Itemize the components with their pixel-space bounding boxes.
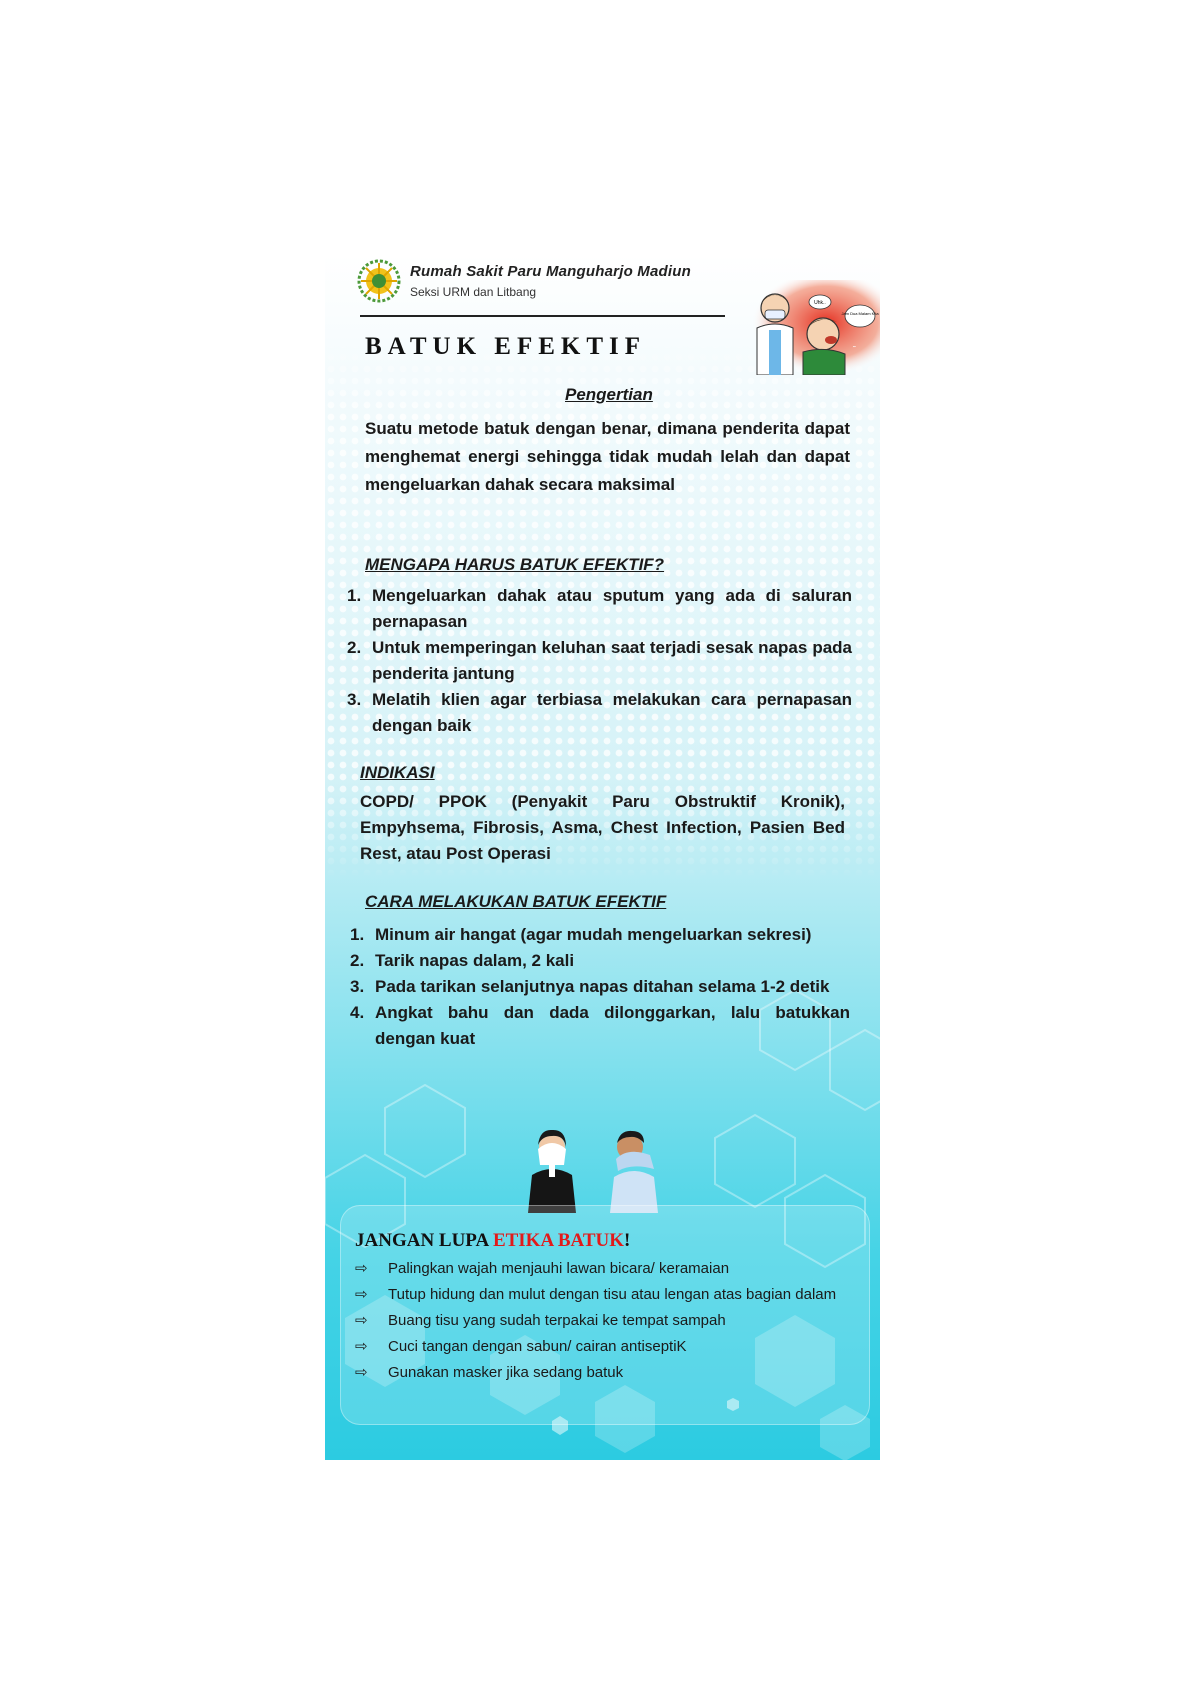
etika-heading: JANGAN LUPA ETIKA BATUK! [355,1230,631,1251]
indikasi-heading: INDIKASI [360,763,435,782]
arrow-icon: ⇨ [355,1338,368,1355]
poster [325,255,880,1460]
cara-list [350,922,850,1052]
pengertian-heading: Pengertian [565,385,653,404]
coughing-doctor-illustration [745,280,880,375]
list-item: ⇨ Palingkan wajah menjauhi lawan bicara/ keramaian [355,1260,730,1277]
hospital-name: Rumah Sakit Paru Manguharjo Madiun [410,263,691,280]
list-item: ⇨ Gunakan masker jika sedang batuk [355,1364,624,1381]
mengapa-heading: MENGAPA HARUS BATUK EFEKTIF? [365,555,665,574]
header-divider [360,315,725,317]
mengapa-list [347,583,852,739]
arrow-icon: ⇨ [355,1260,368,1277]
list-item: ⇨ Tutup hidung dan mulut dengan tisu atau lengan atas bagian dalam [355,1286,837,1303]
section-name: Seksi URM dan Litbang [410,285,537,299]
arrow-icon: ⇨ [355,1286,368,1303]
hospital-logo-icon [355,257,403,305]
list-item: 3. Melatih klien agar terbiasa melakukan cara pernapasan dengan baik [347,690,852,735]
list-item: 2. Untuk memperingan keluhan saat terjadi sesak napas pada penderita jantung [347,638,852,683]
list-item: 1. Minum air hangat (agar mudah mengeluarkan sekresi) [350,925,812,944]
etika-highlight: ETIKA BATUK [492,1230,625,1251]
svg-text:˜: ˜ [853,345,856,354]
etika-list [355,1259,845,1389]
pengertian-text: Suatu metode batuk dengan benar, dimana penderita dapat menghemat energi sehingga tidak mudah lelah dan dapat mengeluarkan dahak secara maksimal [365,419,850,494]
arrow-icon: ⇨ [355,1364,368,1381]
speech-bubble-2: Jam Dua Malam Kita [841,311,879,316]
speech-bubble-1: Uhk.. [814,300,826,306]
list-item: 2. Tarik napas dalam, 2 kali [350,951,575,970]
list-item: 1. Mengeluarkan dahak atau sputum yang ada di saluran pernapasan [347,586,852,631]
list-item: ⇨ Cuci tangan dengan sabun/ cairan antiseptiK [355,1338,687,1355]
arrow-icon: ⇨ [355,1312,368,1329]
cara-heading: CARA MELAKUKAN BATUK EFEKTIF [365,892,667,911]
list-item: ⇨ Buang tisu yang sudah terpakai ke tempat sampah [355,1312,726,1329]
indikasi-text: COPD/ PPOK (Penyakit Paru Obstruktif Kronik), Empyhsema, Fibrosis, Asma, Chest Infection, Pasien Bed Rest, atau Post Operasi [360,792,845,863]
page-title: BATUK EFEKTIF [365,333,647,360]
list-item: 4. Angkat bahu dan dada dilonggarkan, lalu batukkan dengan kuat [350,1003,850,1048]
list-item: 3. Pada tarikan selanjutnya napas ditahan selama 1-2 detik [350,977,830,996]
cough-etiquette-photo [520,1125,670,1213]
